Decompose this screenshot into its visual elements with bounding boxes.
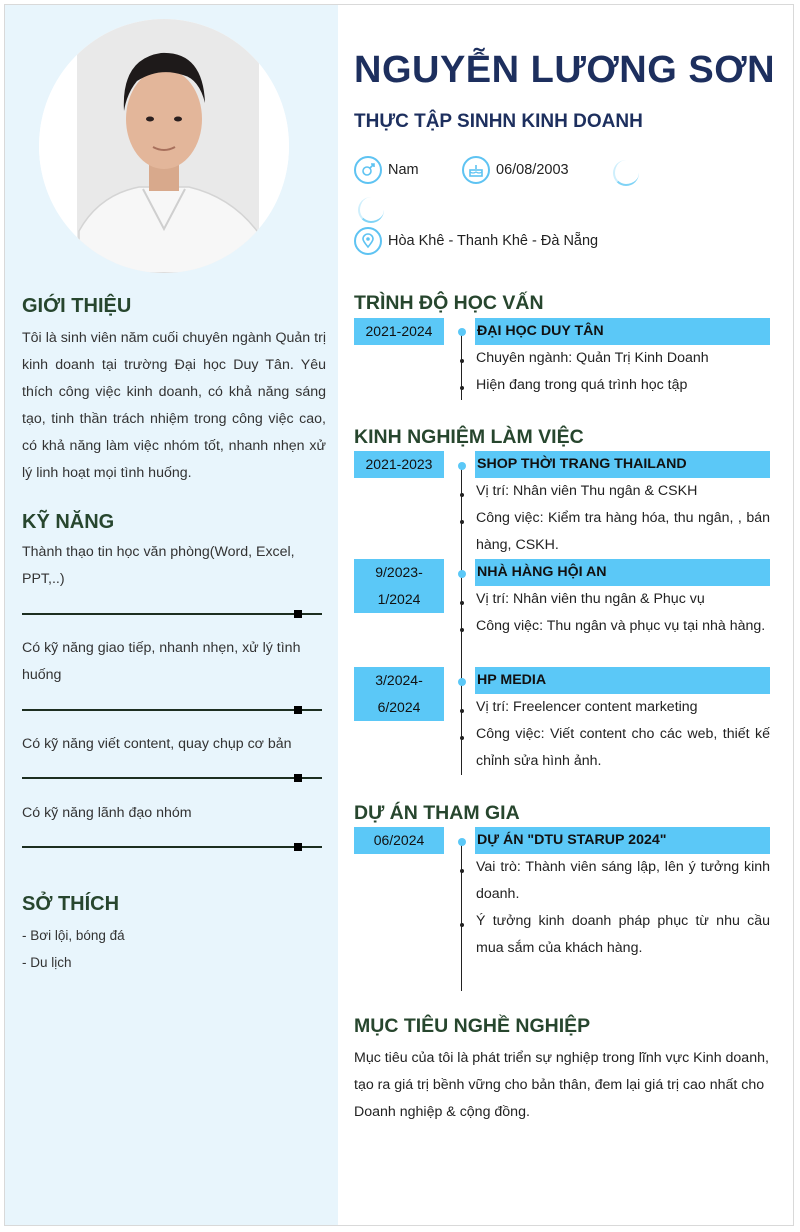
skill-label: Có kỹ năng lãnh đạo nhóm	[22, 805, 192, 821]
experience-date: 9/2023-1/2024	[354, 559, 444, 613]
experience-bullet: Công việc: Viết content cho các web, thiết kế chỉnh sửa hình ảnh.	[476, 726, 770, 769]
sidebar	[5, 5, 338, 1226]
education-bullet: Chuyên ngành: Quản Trị Kinh Doanh	[476, 350, 709, 366]
experience-bullet: Vị trí: Nhân viên thu ngân & Phục vụ	[476, 591, 705, 607]
bullet-dot	[460, 923, 464, 927]
skill-bar	[22, 709, 322, 711]
bullet-dot	[460, 628, 464, 632]
skill-label: Có kỹ năng giao tiếp, nhanh nhẹn, xử lý tình huống	[22, 640, 301, 683]
experience-company: NHÀ HÀNG HỘI AN	[475, 559, 770, 586]
bullet-dot	[460, 520, 464, 524]
bullet-dot	[460, 601, 464, 605]
experience-bullet: Công việc: Kiểm tra hàng hóa, thu ngân, , bán hàng, CSKH.	[476, 510, 770, 553]
experience-timeline	[461, 465, 462, 775]
full-name: NGUYỄN LƯƠNG SƠN	[354, 49, 776, 91]
hobbies-heading: SỞ THÍCH	[22, 893, 120, 915]
timeline-dot	[458, 570, 466, 578]
job-title: THỰC TẬP SINHN KINH DOANH	[354, 111, 643, 132]
skill-item	[22, 731, 326, 758]
intro-heading: GIỚI THIỆU	[22, 295, 132, 317]
skill-bar	[22, 777, 322, 779]
project-bullet: Vai trò: Thành viên sáng lập, lên ý tưởng kinh doanh.	[476, 859, 770, 902]
gender-info	[354, 156, 419, 184]
birthday-info	[462, 156, 569, 184]
experience-bullet: Vị trí: Freelencer content marketing	[476, 699, 698, 715]
project-bullet: Ý tưởng kinh doanh pháp phục từ nhu cầu mua sắm của khách hàng.	[476, 913, 770, 956]
timeline-dot	[458, 462, 466, 470]
project-title: DỰ ÁN "DTU STARUP 2024"	[475, 827, 770, 854]
address-value: Hòa Khê - Thanh Khê - Đà Nẵng	[388, 233, 599, 249]
skill-level-knob[interactable]	[294, 610, 302, 618]
projects-heading: DỰ ÁN THAM GIA	[354, 802, 520, 824]
project-date: 06/2024	[354, 827, 444, 854]
experience-bullet: Vị trí: Nhân viên Thu ngân & CSKH	[476, 483, 698, 499]
birthday-cake-icon	[462, 156, 490, 184]
skill-bar	[22, 613, 322, 615]
gender-icon	[354, 156, 382, 184]
skill-level-knob[interactable]	[294, 843, 302, 851]
skill-item	[22, 635, 326, 689]
education-date: 2021-2024	[354, 318, 444, 345]
cv-page	[4, 4, 794, 1226]
experience-bullet: Công việc: Thu ngân và phục vụ tại nhà hàng.	[476, 618, 766, 634]
skill-level-knob[interactable]	[294, 774, 302, 782]
intro-text: Tôi là sinh viên năm cuối chuyên ngành Quản trị kinh doanh tại trường Đại học Duy Tân. Yêu thích công việc kinh doanh, có khả năng sáng tạo, tinh thần trách nhiệm trong công việc cao, có khả năng làm việc nhóm tốt, nhanh nhẹn xử lý linh hoạt mọi tình huống.	[22, 330, 326, 481]
phone-icon	[613, 160, 639, 186]
timeline-dot	[458, 838, 466, 846]
birthday-value: 06/08/2003	[496, 162, 569, 178]
gender-value: Nam	[388, 162, 419, 178]
address-info	[354, 227, 598, 255]
timeline-dot	[458, 678, 466, 686]
skill-level-knob[interactable]	[294, 706, 302, 714]
education-bullet: Hiện đang trong quá trình học tập	[476, 377, 688, 393]
projects-timeline	[461, 841, 462, 991]
map-location-icon	[354, 227, 382, 255]
career-goal-heading: MỤC TIÊU NGHỀ NGHIỆP	[354, 1015, 591, 1037]
portrait-image	[39, 19, 289, 273]
email-icon	[358, 197, 384, 223]
skill-label: Có kỹ năng viết content, quay chụp cơ bản	[22, 736, 292, 752]
experience-date: 2021-2023	[354, 451, 444, 478]
skill-label: Thành thạo tin học văn phòng(Word, Excel, PPT,..)	[22, 544, 295, 587]
skills-heading: KỸ NĂNG	[22, 511, 115, 533]
bullet-dot	[460, 386, 464, 390]
education-school: ĐẠI HỌC DUY TÂN	[475, 318, 770, 345]
experience-date: 3/2024-6/2024	[354, 667, 444, 721]
bullet-dot	[460, 709, 464, 713]
profile-photo	[39, 19, 289, 273]
career-goal-text: Mục tiêu của tôi là phát triển sự nghiệp trong lĩnh vực Kinh doanh, tạo ra giá trị bềnh vững cho bản thân, đem lại giá trị cao nhất cho Doanh nghiệp & cộng đồng.	[354, 1050, 769, 1120]
skill-bar	[22, 846, 322, 848]
skill-item	[22, 800, 326, 827]
main-content	[338, 5, 794, 1226]
bullet-dot	[460, 359, 464, 363]
hobby-item: - Du lịch	[22, 955, 72, 970]
experience-company: HP MEDIA	[475, 667, 770, 694]
hobby-item: - Bơi lội, bóng đá	[22, 928, 125, 943]
bullet-dot	[460, 493, 464, 497]
experience-company: SHOP THỜI TRANG THAILAND	[475, 451, 770, 478]
bullet-dot	[460, 736, 464, 740]
skill-item	[22, 539, 326, 593]
timeline-dot	[458, 328, 466, 336]
education-heading: TRÌNH ĐỘ HỌC VẤN	[354, 292, 544, 314]
experience-heading: KINH NGHIỆM LÀM VIỆC	[354, 426, 584, 448]
bullet-dot	[460, 869, 464, 873]
